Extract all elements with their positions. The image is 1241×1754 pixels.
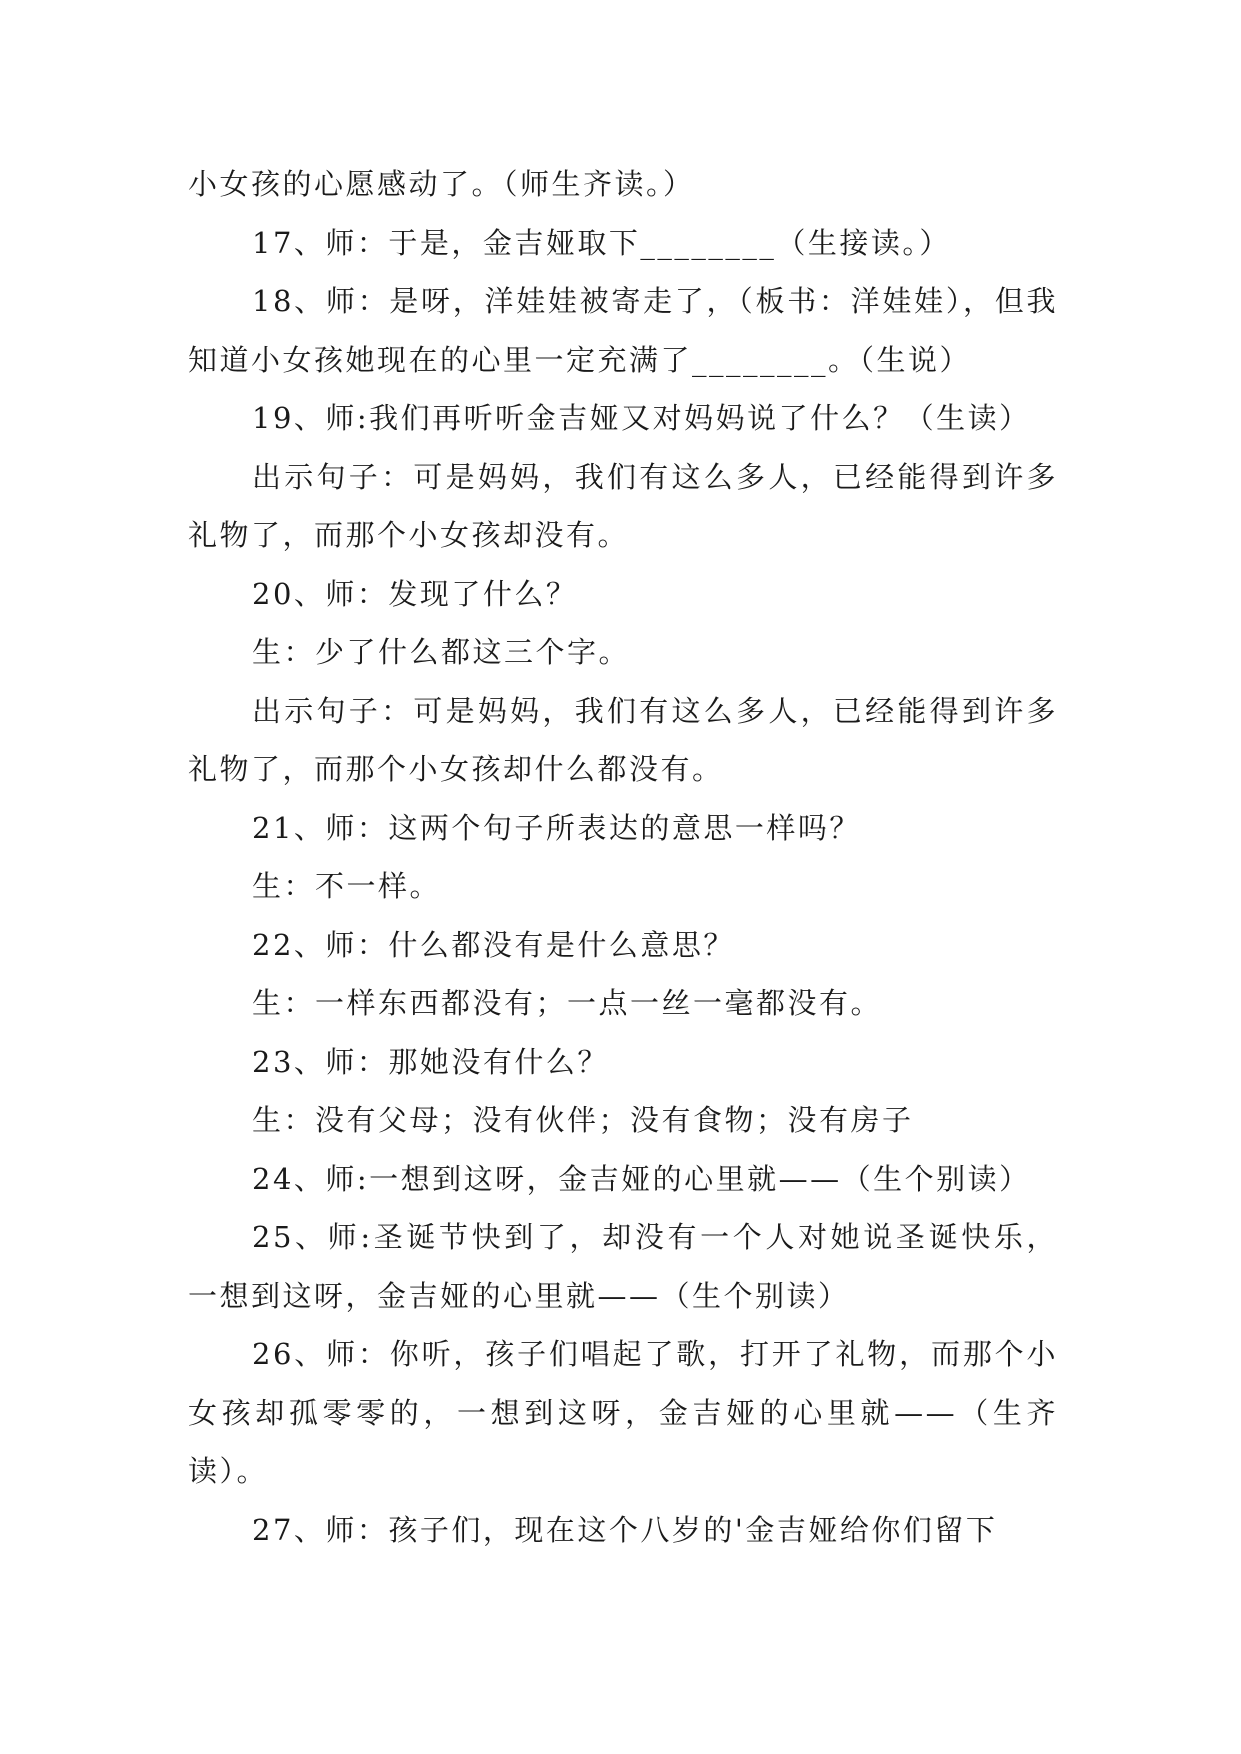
paragraph-7: 生：少了什么都这三个字。	[252, 635, 631, 669]
paragraph-18: 27、师：孩子们，现在这个八岁的'金吉娅给你们留下	[252, 1512, 998, 1547]
paragraph-6: 20、师：发现了什么？	[252, 576, 578, 611]
paragraph-14: 生：没有父母；没有伙伴；没有食物；没有房子	[252, 1103, 914, 1137]
paragraph-13: 23、师：那她没有什么？	[252, 1044, 609, 1079]
paragraph-15: 24、师:一想到这呀，金吉娅的心里就——（生个别读）	[252, 1161, 1031, 1196]
paragraph-11: 22、师：什么都没有是什么意思？	[252, 927, 735, 962]
paragraph-2: 17、师：于是，金吉娅取下________（生接读。）	[252, 225, 951, 260]
paragraph-4: 19、师:我们再听听金吉娅又对妈妈说了什么？（生读）	[252, 401, 1031, 435]
paragraph-12: 生：一样东西都没有；一点一丝一毫都没有。	[252, 986, 883, 1020]
paragraph-10: 生：不一样。	[252, 869, 442, 903]
paragraph-1: 小女孩的心愿感动了。（师生齐读。）	[188, 167, 695, 201]
paragraph-5: 出示句子：可是妈妈，我们有这么多人，已经能得到许多礼物了，而那个小女孩却没有。	[188, 459, 1058, 552]
document-page	[188, 155, 1058, 1559]
paragraph-9: 21、师：这两个句子所表达的意思一样吗？	[252, 810, 861, 845]
paragraph-8: 出示句子：可是妈妈，我们有这么多人，已经能得到许多礼物了，而那个小女孩却什么都没有。	[188, 693, 1058, 786]
paragraph-17: 26、师：你听，孩子们唱起了歌，打开了礼物，而那个小女孩却孤零零的，一想到这呀，金吉娅的心里就——（生齐读）。	[188, 1337, 1058, 1488]
paragraph-16: 25、师:圣诞节快到了，却没有一个人对她说圣诞快乐，一想到这呀，金吉娅的心里就——（生个别读）	[188, 1220, 1058, 1313]
paragraph-3: 18、师：是呀，洋娃娃被寄走了，（板书：洋娃娃），但我知道小女孩她现在的心里一定充满了________。（生说）	[188, 284, 1058, 377]
